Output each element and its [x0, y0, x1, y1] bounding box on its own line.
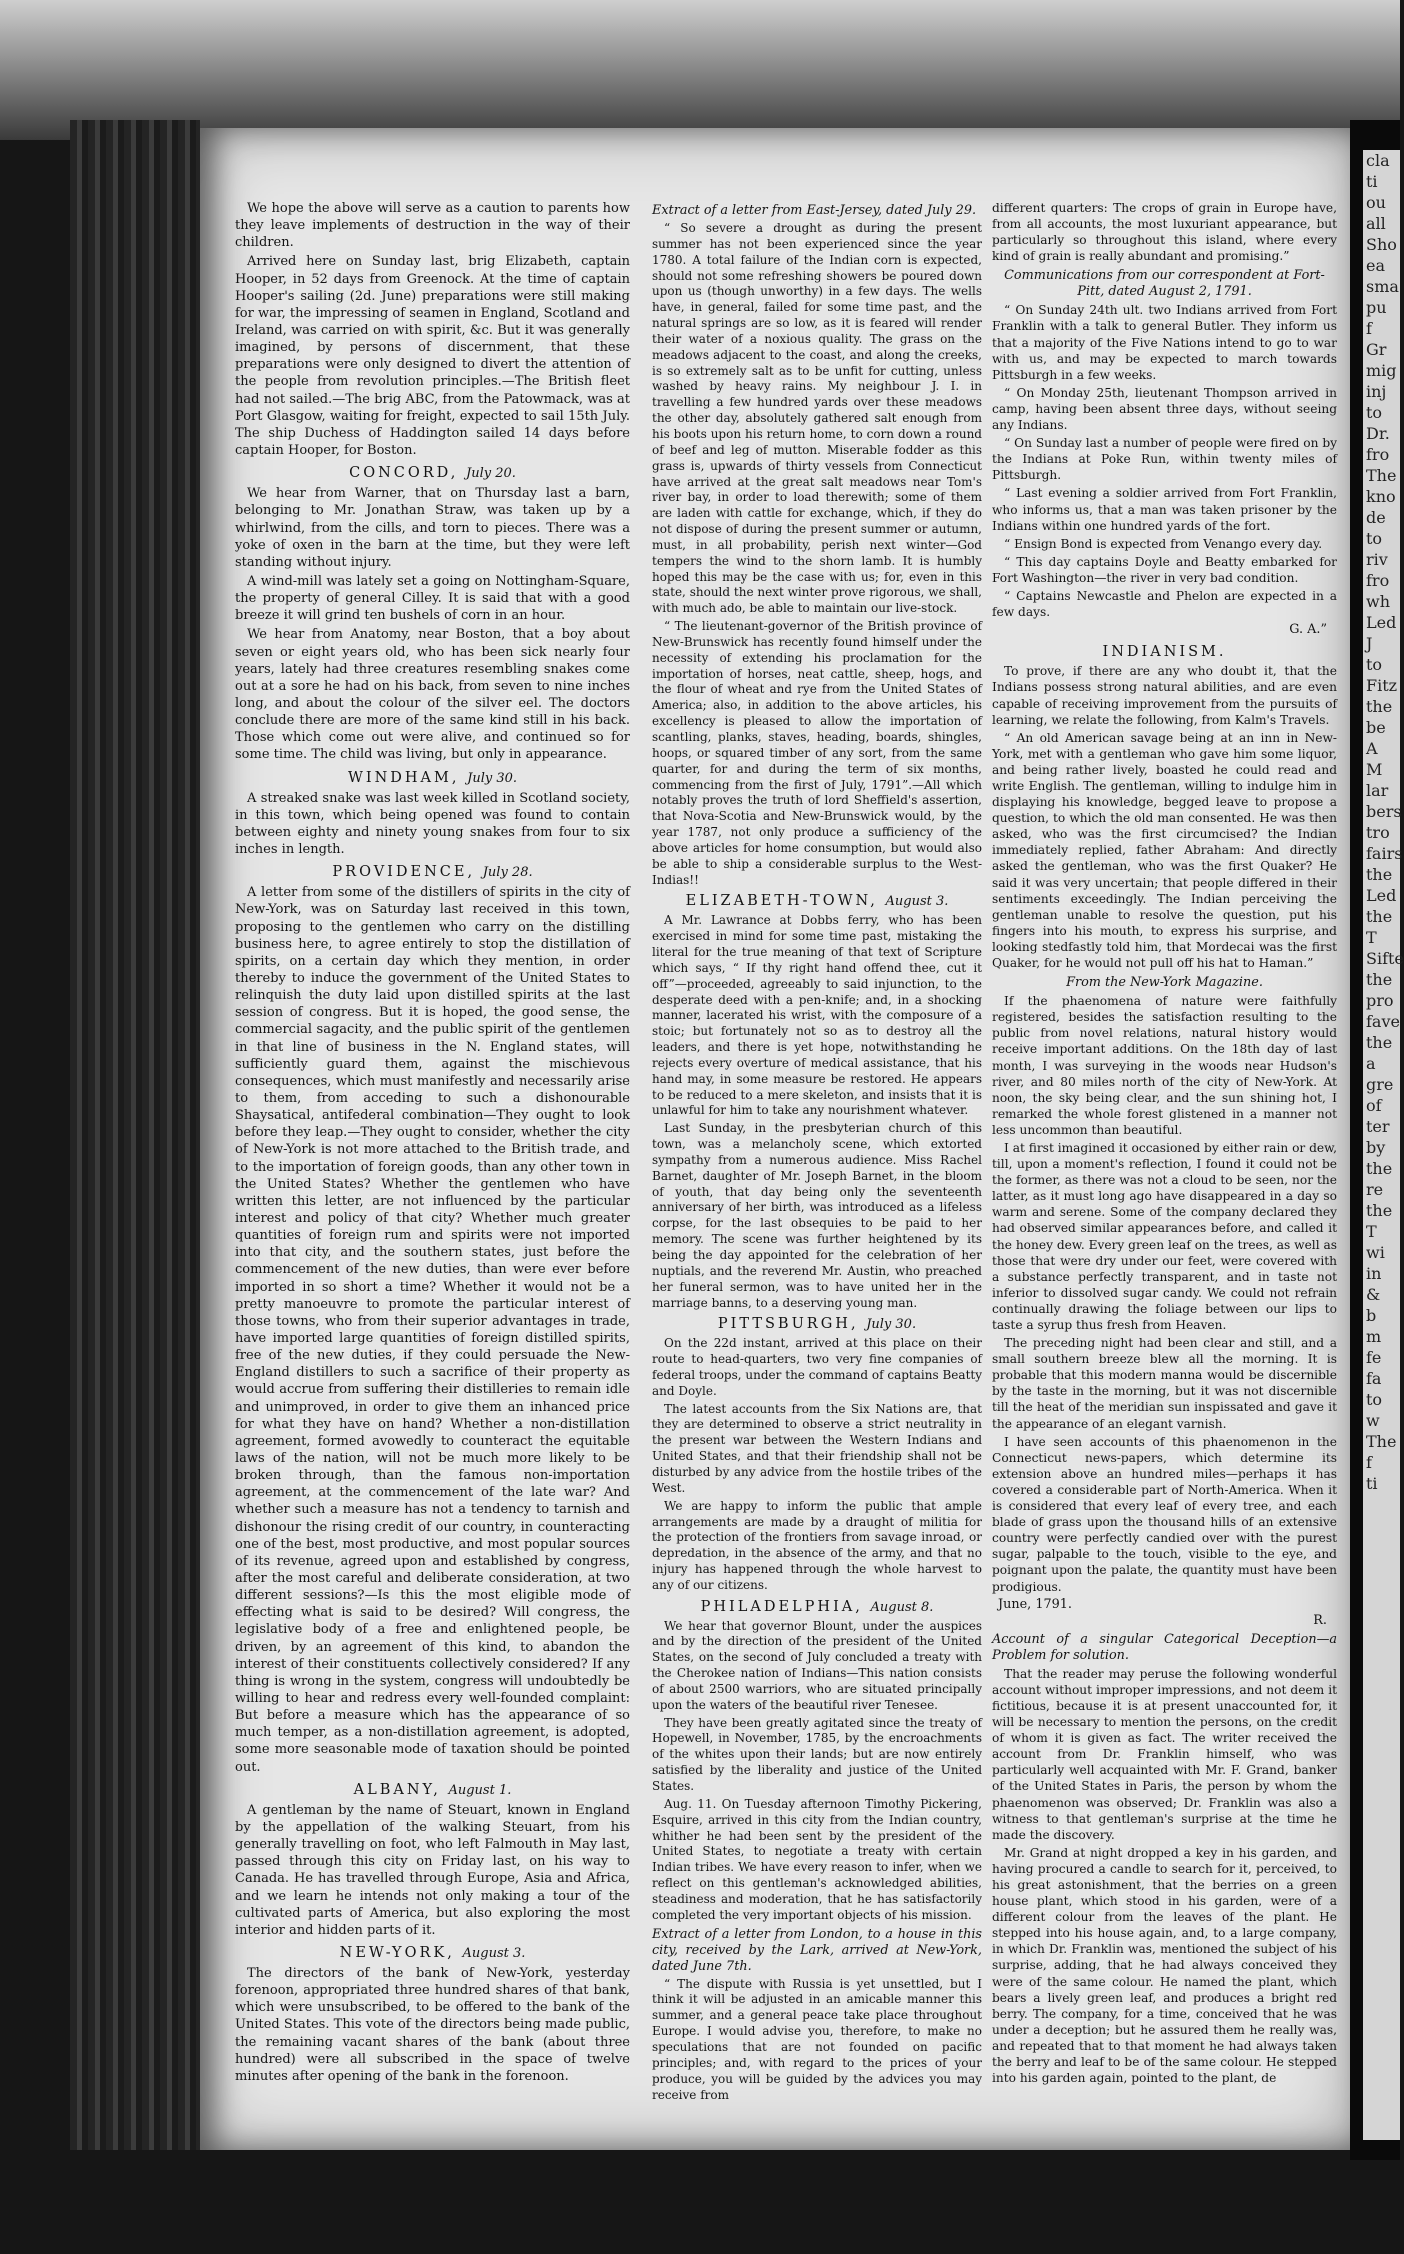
adjacent-page-fragment: a — [1366, 1054, 1376, 1073]
adjacent-page-fragment: Sifte — [1366, 949, 1404, 968]
column-3 — [992, 200, 1337, 2088]
paragraph: To prove, if there are any who doubt it, that the Indians possess strong natural abilities, and are even capable of receiving improvement from the pursuits of learning, we relate the following, from Kalm's Travels. — [992, 664, 1337, 727]
dateline-philadelphia: PHILADELPHIA, August 8. — [700, 1598, 934, 1615]
paragraph: different quarters: The crops of grain in Europe have, from all accounts, the most luxuriant appearance, but particularly so throughout this island, where every kind of grain is really abundant and promising.” — [992, 201, 1337, 264]
adjacent-page-fragment: The — [1366, 466, 1397, 485]
adjacent-page-fragment: pro — [1366, 991, 1394, 1010]
signature: R. — [1313, 1612, 1327, 1628]
adjacent-page-edge — [1363, 150, 1404, 2140]
adjacent-page-fragment: The — [1366, 1432, 1397, 1451]
adjacent-page-fragment: wi — [1366, 1243, 1385, 1262]
paragraph: I at first imagined it occasioned by either rain or dew, till, upon a moment's reflection, I found it could not be the former, as there was not a cloud to be seen, nor the latter, as it must long ago have disappeared in a day so warm and serene. Some of the company declared they had observed similar appearances before, and called it the honey dew. Every green leaf on the trees, as well as those that were dry under our feet, were covered with a substance perfectly transparent, and in taste not inferior to dissolved sugar candy. We could not refrain continually drawing the foliage between our lips to taste a syrup thus fresh from Heaven. — [992, 1140, 1337, 1332]
adjacent-page-fragment: Led — [1366, 613, 1397, 632]
adjacent-page-fragment: fro — [1366, 571, 1390, 590]
paragraph: On the 22d instant, arrived at this place on their route to head-quarters, two very fine companies of federal troops, under the command of captains Beatty and Doyle. — [652, 1336, 982, 1398]
adjacent-page-fragment: Fitz — [1366, 676, 1398, 695]
adjacent-page-fragment: tro — [1366, 823, 1390, 842]
paragraph: Mr. Grand at night dropped a key in his garden, and having procured a candle to search for it, perceived, to his great astonishment, that the berries on a green house plant, which stood in his garden, were of a different colour from the leaves of the plant. He stepped into his house again, and, to a large company, in which Dr. Franklin was, mentioned the subject of his surprise, adding, that he had always conceived they were of the same colour. He named the plant, which bears a lively green leaf, and produces a bright red berry. The company, for a time, conceived that he was under a deception; but he assured them he really was, and repeated that to that moment he had always taken the berry and leaf to be of the same colour. He stepped into his garden again, pointed to the plant, de — [992, 1845, 1337, 2086]
adjacent-page-fragment: & — [1366, 1285, 1381, 1304]
heading-indianism: INDIANISM. — [1102, 644, 1227, 661]
paragraph: “ So severe a drought as during the present summer has not been experienced since the year 1780. A total failure of the Indian corn is expected, should not some refreshing showers be poured down upon us (though unworthy) in a few days. The wells have, in general, failed for some time past, and the natural springs are so low, as it is feared will render their water of a noxious quality. The grass on the meadows adjacent to the coast, and along the creeks, is so extremely salt as to be unfit for cutting, unless washed by heavy rains. My neighbour J. I. in travelling a few hundred yards over these meadows the other day, absolutely gathered salt enough from his boots upon his return home, to corn down a round of beef and leg of mutton. Miserable fodder as this grass is, upwards of thirty vessels from Connecticut have arrived at the great salt meadows near Tom's river bay, in order to load therewith; some of them are laden with cattle for exchange, which, if they do not dispose of during the present summer or autumn, must, in all probability, perish next winter—God tempers the wind to the shorn lamb. It is humbly hoped this may be the case with us; for, even in this state, should the next winter prove rigorous, we shall, with much ado, be able to maintain our live-stock. — [652, 221, 982, 616]
paragraph: “ Last evening a soldier arrived from Fort Franklin, who informs us, that a man was taken prisoner by the Indians within one hundred yards of the fort. — [992, 486, 1337, 533]
paragraph: The preceding night had been clear and still, and a small southern breeze blew all the morning. It is probable that this modern manna would be discernible by the taste in the morning, but it was not discernible till the heat of the meridian sun inspissated and gave it the appearance of an elegant varnish. — [992, 1336, 1337, 1431]
dateline-elizabeth-town: ELIZABETH-TOWN, August 3. — [685, 893, 949, 910]
adjacent-page-fragment: fave — [1366, 1012, 1400, 1031]
paragraph: “ The dispute with Russia is yet unsettled, but I think it will be adjusted in an amicable manner this summer, and a general peace take place throughout Europe. I would advise you, therefore, to make no speculations that are not founded on pacific principles; and, with regard to the prices of your produce, you will be guided by the advices you may receive from — [652, 1976, 982, 2102]
paragraph: That the reader may peruse the following wonderful account without improper impressions, and not deem it fictitious, because it is at present unaccounted for, it will be necessary to mention the persons, on the credit of whom it is given as fact. The writer received the account from Dr. Franklin himself, who was particularly well acquainted with Mr. F. Grand, banker of the United States in Paris, the person by whom the phaenomenon was observed; Dr. Franklin was also a witness to that gentleman's surprise at the time he made the discovery. — [992, 1666, 1337, 1842]
paragraph: We hear from Warner, that on Thursday last a barn, belonging to Mr. Jonathan Straw, was taken up by a whirlwind, from the cills, and torn to pieces. There was a yoke of oxen in the barn at the time, but they were left standing without injury. — [235, 486, 630, 570]
adjacent-page-fragment: sma — [1366, 277, 1399, 296]
adjacent-page-fragment: ea — [1366, 256, 1386, 275]
adjacent-page-fragment: ter — [1366, 1117, 1390, 1136]
paragraph: A streaked snake was last week killed in Scotland society, in this town, which being opened was found to contain between eighty and ninety young snakes from four to six inches in length. — [235, 790, 630, 858]
adjacent-page-fragment: the — [1366, 697, 1393, 716]
adjacent-page-fragment: b — [1366, 1306, 1377, 1325]
adjacent-page-fragment: T — [1366, 1222, 1377, 1241]
adjacent-page-fragment: be — [1366, 718, 1386, 737]
heading-account: Account of a singular Categorical Deception—a Problem for solution. — [992, 1631, 1337, 1663]
adjacent-page-fragment: Dr. — [1366, 424, 1390, 443]
paragraph: “ On Monday 25th, lieutenant Thompson arrived in camp, having been absent three days, without seeing any Indians. — [992, 385, 1337, 433]
paragraph: “ On Sunday 24th ult. two Indians arrived from Fort Franklin with a talk to general Butler. They inform us that a majority of the Five Nations intend to go to war with us, and may be expected to march towards Pittsburgh in a few weeks. — [992, 303, 1337, 382]
paragraph: Last Sunday, in the presbyterian church of this town, was a melancholy scene, which extorted sympathy from a numerous audience. Miss Rachel Barnet, daughter of Mr. Joseph Barnet, in the bloom of youth, that day being only the seventeenth anniversary of her birth, was introduced as a lifeless corpse, for the last obsequies to be paid to her memory. The scene was further heightened by its being the day appointed for the celebration of her nuptials, and the reverend Mr. Austin, who preached her funeral sermon, was to have united her in the marriage banns, to a deserving young man. — [652, 1121, 982, 1310]
section-heading-fort-pitt: Communications from our correspondent at Fort-Pitt, dated August 2, 1791. — [1004, 268, 1325, 300]
adjacent-page-fragment: A — [1366, 739, 1378, 758]
paragraph: Arrived here on Sunday last, brig Elizabeth, captain Hooper, in 52 days from Greenock. At the time of captain Hooper's sailing (2d. June) preparations were still making for war, the impressing of seamen in England, Scotland and Ireland, was carried on with spirit, &c. But it was generally imagined, by persons of discernment, that these preparations were only designed to divert the attention of the people from revolution principles.—The British fleet had not sailed.—The brig ABC, from the Patowmack, was at Port Glasgow, waiting for freight, expected to sail 15th July. The ship Duchess of Haddington sailed 14 days before captain Hooper, for Boston. — [235, 254, 630, 458]
dateline-albany: ALBANY, August 1. — [353, 1781, 512, 1798]
paragraph: A wind-mill was lately set a going on Nottingham-Square, the property of general Cilley. It is said that with a good breeze it will grind ten bushels of corn in an hour. — [235, 573, 630, 624]
adjacent-page-fragment: fe — [1366, 1348, 1382, 1367]
paragraph: The directors of the bank of New-York, yesterday forenoon, appropriated three hundred shares of that bank, which were unsubscribed, to be offered to the bank of the United States. This vote of the directors being made public, the remaining vacant shares of the bank (about three hundred) were all subscribed in the space of twelve minutes after opening of the bank in the forenoon. — [235, 1966, 630, 2084]
column-2 — [652, 200, 982, 2105]
paragraph: Aug. 11. On Tuesday afternoon Timothy Pickering, Esquire, arrived in this city from the Indian country, whither he had been sent by the president of the United States, to negotiate a treaty with certain Indian tribes. We have every reason to infer, when we reflect on this gentleman's acknowledged abilities, steadiness and moderation, that he has satisfactorily completed the very important objects of his mission. — [652, 1796, 982, 1922]
paragraph: They have been greatly agitated since the treaty of Hopewell, in November, 1785, by the encroachments of the whites upon their lands; but are now entirely satisfied by the liberality and justice of the United States. — [652, 1715, 982, 1793]
paragraph: “ Ensign Bond is expected from Venango every day. — [1004, 536, 1323, 551]
dateline-new-york: NEW-YORK, August 3. — [339, 1944, 526, 1961]
paragraph: “ Captains Newcastle and Phelon are expected in a few days. — [992, 588, 1337, 620]
adjacent-page-fragment: T — [1366, 928, 1377, 947]
adjacent-page-fragment: inj — [1366, 382, 1387, 401]
adjacent-page-fragment: by — [1366, 1138, 1386, 1157]
adjacent-page-fragment: de — [1366, 508, 1386, 527]
paragraph: We hear that governor Blount, under the auspices and by the direction of the president of the United States, on the second of July concluded a treaty with the Cherokee nation of Indians—This nation consists of about 2500 warriors, who are situated principally upon the waters of the beautiful river Tenesee. — [652, 1618, 982, 1712]
adjacent-page-fragment: J — [1366, 634, 1373, 653]
adjacent-page-fragment: ou — [1366, 193, 1386, 212]
dateline-providence: PROVIDENCE, July 28. — [332, 864, 533, 881]
paragraph: A Mr. Lawrance at Dobbs ferry, who has been exercised in mind for some time past, mistaking the literal for the true meaning of that text of Scripture which says, “ If thy right hand offend thee, cut it off”—proceeded, agreeably to said injunction, to the desperate deed with a pen-knife; and, in a shocking manner, lacerated his wrist, with the composure of a stoic; but fortunately not so as to destroy all the leaders, and there is yet hope, notwithstanding he rejects every overture of medical assistance, that his hand may, in some measure be restored. He appears to be reduced to a mere skeleton, and insists that it is unlawful for him to take any nourishment whatever. — [652, 913, 982, 1118]
signature-date: June, 1791. — [998, 1596, 1072, 1612]
adjacent-page-fragment: Sho — [1366, 235, 1397, 254]
signature: G. A.” — [1289, 622, 1327, 638]
adjacent-page-fragment: fa — [1366, 1369, 1382, 1388]
dateline-windham: WINDHAM, July 30. — [347, 769, 518, 786]
heading-new-york-magazine: From the New-York Magazine. — [1066, 975, 1263, 991]
extract-heading: Extract of a letter from London, to a house in this city, received by the Lark, arrived at New-York, dated June 7th. — [652, 1926, 982, 1974]
adjacent-page-fragment: f — [1366, 1453, 1372, 1472]
adjacent-page-fragment: of — [1366, 1096, 1382, 1115]
adjacent-page-fragment: the — [1366, 1159, 1393, 1178]
book-binding — [70, 120, 200, 2150]
adjacent-page-fragment: the — [1366, 1033, 1393, 1052]
extract-heading: Extract of a letter from East-Jersey, dated July 29. — [652, 203, 977, 218]
paragraph: The latest accounts from the Six Nations are, that they are determined to observe a strict neutrality in the present war between the Western Indians and United States, and that their friendship shall not be disturbed by any advice from the hostile tribes of the West. — [652, 1401, 982, 1495]
paragraph: “ The lieutenant-governor of the British province of New-Brunswick has recently found himself under the necessity of extending his proclamation for the importation of horses, neat cattle, sheep, hogs, and the flour of wheat and rye from the United States of America; also, in addition to the above articles, his excellency is pleased to allow the importation of scantling, planks, staves, heading, boards, shingles, hoops, or squared timber of any sort, from the same quarter, for and during the term of six months, commencing from the first of July, 1791”.—All which notably proves the truth of lord Sheffield's assertion, that Nova-Scotia and New-Brunswick would, by the year 1787, not only produce a sufficiency of the above articles for home consumption, but would also be able to ship a considerable surplus to the West-Indias!! — [652, 619, 982, 887]
adjacent-page-fragment: lar — [1366, 781, 1389, 800]
paragraph: A letter from some of the distillers of spirits in the city of New-York, was on Saturday last received in this town, proposing to the gentlemen who carry on the distilling business here, to agree entirely to stop the distillation of spirits, on a certain day which they mention, in order thereby to induce the government of the United States to relinquish the duty laid upon distilled spirits at the last session of congress. But it is hoped, the good sense, the commercial sagacity, and the public spirit of the gentlemen in that line of business in the N. England states, will sufficiently guard them, against the mischievous consequences, which must manifestly and necessarily arise to them, from acceding to such a dishonourable Shaysatical, antifederal combination—They ought to look before they leap.—They ought to consider, whether the city of New-York is not more attached to the British trade, and to the importation of foreign goods, than any other town in the United States? Whether the gentlemen who have written this letter, are not influenced by the particular interest and policy of that city? Whether much greater quantities of foreign rum and spirits were not imported into that city, and the southern states, just before the commencement of the new duties, than were ever before imported in so short a time? Whether it would not be a pretty manoeuvre to promote the particular interest of those towns, who from their superior advantages in trade, have imported large quantities of foreign distilled spirits, free of the new duties, if they could persuade the New-England distillers to such a sacrifice of their property as would accrue from suffering their distilleries to remain idle and unimproved, in order to give them an inhanced price for what they have on hand? Whether a non-distillation agreement, formed avowedly to counteract the equitable laws of the nation, will not be much more likely to be broken through, than the famous non-importation agreement, at the commencement of the late war? And whether such a measure has not a tendency to tarnish and dishonour the rising credit of our country, in counteracting one of the best, most productive, and most popular sources of its revenue, agreed upon and established by congress, after the most careful and deliberate consideration, at two different sessions?—Is this the most eligible mode of effecting what is said to be desired? Will congress, the legislative body of a free and enlightened people, be driven, by an agreement of this kind, to abandon the interest of their constituents collectively considered? If any thing is wrong in the system, congress will undoubtedly be willing to hear and redress every well-founded complaint: But before a measure which has the appearance of so much temper, as a non-distillation agreement, is adopted, some more seasonable mode of taxation should be pointed out. — [235, 885, 630, 1775]
adjacent-page-fragment: the — [1366, 865, 1393, 884]
paragraph: We hope the above will serve as a caution to parents how they leave implements of destruction in the way of their children. — [235, 201, 630, 251]
adjacent-page-fragment: f — [1366, 319, 1372, 338]
adjacent-page-fragment: M — [1366, 760, 1383, 779]
adjacent-page-fragment: the — [1366, 970, 1393, 989]
paragraph: We hear from Anatomy, near Boston, that a boy about seven or eight years old, who has been sick nearly four years, lately had three creatures resembling snakes come out at a sore he had on his back, from seven to nine inches long, and about the colour of the silver eel. The doctors conclude there are more of the same kind still in his back. Those which come out were alive, and continued so for some time. The child was living, but only in appearance. — [235, 627, 630, 763]
scan-top-margin — [0, 0, 1400, 140]
adjacent-page-fragment: wh — [1366, 592, 1390, 611]
adjacent-page-fragment: to — [1366, 529, 1383, 548]
adjacent-page-fragment: mig — [1366, 361, 1397, 380]
adjacent-page-fragment: Gr — [1366, 340, 1387, 359]
adjacent-page-fragment: to — [1366, 655, 1383, 674]
paragraph: “ An old American savage being at an inn in New-York, met with a gentleman who gave him some liquor, and being rather lively, boasted he could read and write English. The gentleman, willing to indulge him in displaying his knowledge, begged leave to propose a question, to which the old man consented. He was then asked, who was the first circumcised? the Indian immediately replied, father Abraham: And directly asked the gentleman, who was the first Quaker? He said it was very uncertain; that people differed in their sentiments exceedingly. The Indian perceiving the gentleman unable to resolve the question, put his fingers into his mouth, to express his surprise, and looking stedfastly told him, that Mordecai was the first Quaker, for he would not pull off his hat to Haman.” — [992, 730, 1337, 971]
adjacent-page-fragment: re — [1366, 1180, 1384, 1199]
dateline-pittsburgh: PITTSBURGH, July 30. — [717, 1316, 917, 1333]
adjacent-page-fragment: bers — [1366, 802, 1402, 821]
adjacent-page-fragment: kno — [1366, 487, 1396, 506]
adjacent-page-fragment: the — [1366, 907, 1393, 926]
adjacent-page-fragment: to — [1366, 1390, 1383, 1409]
paragraph: If the phaenomena of nature were faithfully registered, besides the satisfaction resulting to the public from novel relations, natural history would receive important additions. On the 18th day of last month, I was surveying in the woods near Hudson's river, and 80 miles north of the city of New-York. At noon, the sky being clear, and the sun shining hot, I remarked the whole forest glistened in a manner not less uncommon than beautiful. — [992, 994, 1337, 1137]
paragraph: We are happy to inform the public that ample arrangements are made by a draught of militia for the protection of the frontiers from savage inroad, or depredation, in the absence of the army, and that no injury has happened through the whole harvest to any of our citizens. — [652, 1498, 982, 1592]
adjacent-page-fragment: fairs — [1366, 844, 1403, 863]
adjacent-page-fragment: riv — [1366, 550, 1388, 569]
adjacent-page-fragment: the — [1366, 1201, 1393, 1220]
dateline-concord: CONCORD, July 20. — [349, 465, 516, 482]
adjacent-page-fragment: pu — [1366, 298, 1387, 317]
adjacent-page-fragment: to — [1366, 403, 1383, 422]
adjacent-page-fragment: ti — [1366, 1474, 1378, 1493]
adjacent-page-fragment: in — [1366, 1264, 1382, 1283]
adjacent-page-fragment: cla — [1366, 151, 1390, 170]
adjacent-page-fragment: w — [1366, 1411, 1380, 1430]
adjacent-page-fragment: Led — [1366, 886, 1397, 905]
paragraph: A gentleman by the name of Steuart, known in England by the appellation of the walking Steuart, from his generally travelling on foot, who left Falmouth in May last, passed through this city on Friday last, on his way to Canada. He has travelled through Europe, Asia and Africa, and we learn he intends not only making a tour of the cultivated parts of America, but also exploring the most interior and hidden parts of it. — [235, 1802, 630, 1938]
column-1 — [235, 200, 630, 2087]
paragraph: “ On Sunday last a number of people were fired on by the Indians at Poke Run, within twenty miles of Pittsburgh. — [992, 436, 1338, 483]
paragraph: “ This day captains Doyle and Beatty embarked for Fort Washington—the river in very bad condition. — [992, 554, 1337, 585]
adjacent-page-fragment: all — [1366, 214, 1386, 233]
adjacent-page-fragment: gre — [1366, 1075, 1394, 1094]
adjacent-page-fragment: fro — [1366, 445, 1390, 464]
adjacent-page-fragment: m — [1366, 1327, 1382, 1346]
paragraph: I have seen accounts of this phaenomenon in the Connecticut news-papers, which determine its extension above an hundred miles—perhaps it has covered a considerable part of North-America. When it is considered that every leaf of every tree, and each blade of grass upon the thousand hills of an extensive country were perfectly candied over with the purest sugar, palpable to the touch, visible to the eye, and poignant upon the palate, the quantity must have been prodigious. — [992, 1434, 1337, 1594]
adjacent-page-fragment: ti — [1366, 172, 1378, 191]
